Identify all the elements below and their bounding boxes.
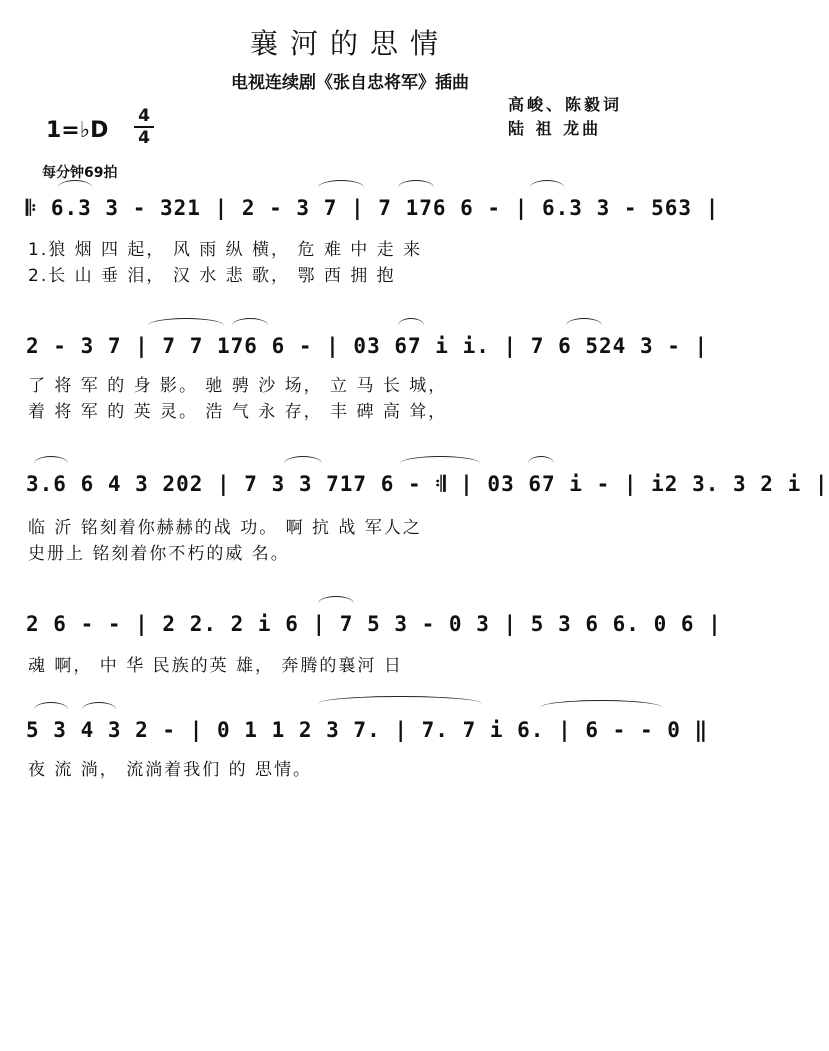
time-signature-bottom: 4: [138, 128, 150, 148]
time-signature-top: 4: [138, 106, 150, 126]
lyric-line-3a: 临 沂 铭刻着你赫赫的战 功。 啊 抗 战 军人之: [28, 518, 422, 538]
lyric-line-2a: 了 将 军 的 身 影。 驰 骋 沙 场， 立 马 长 城，: [28, 376, 448, 396]
composer-credit: 陆 祖 龙曲: [508, 119, 602, 138]
tempo-marking: 每分钟69拍: [42, 165, 118, 181]
notation-line-4: 2 6 - - | 2 2. 2 i 6 | 7 5 3 - 0 3 | 5 3 6 6. 0 6 |: [26, 612, 722, 636]
lyric-line-2b: 着 将 军 的 英 灵。 浩 气 永 存， 丰 碑 高 耸，: [28, 402, 448, 422]
time-signature: [134, 107, 154, 147]
notation-line-1: 𝄆 6.3 3 - 321 | 2 - 3 7 | 7 176 6 - | 6.3 3 - 563 |: [26, 196, 720, 220]
lyricist-credit: 高峻、陈毅词: [508, 95, 623, 114]
lyric-line-1a: 1.狼 烟 四 起， 风 雨 纵 横， 危 难 中 走 来: [28, 240, 423, 260]
notation-line-2: 2 - 3 7 | 7 7 176 6 - | 03 67 i i. | 7 6 524 3 - |: [26, 334, 709, 358]
key-signature: 1=♭D: [46, 118, 109, 143]
lyric-line-1b: 2.长 山 垂 泪， 汉 水 悲 歌， 鄂 西 拥 抱: [28, 266, 396, 286]
notation-line-5: 5 3 4 3 2 - | 0 1 1 2 3 7. | 7. 7 i 6. | 6 - - 0 ‖: [26, 718, 709, 742]
lyric-line-3b: 史册上 铭刻着你不朽的威 名。: [28, 544, 290, 564]
song-title: 襄河的思情: [249, 27, 450, 60]
notation-line-3: 3.6 6 4 3 202 | 7 3 3 717 6 - 𝄇 | 03 67 i - | i2 3. 3 2 i |: [26, 472, 829, 496]
song-subtitle: 电视连续剧《张自忠将军》插曲: [231, 73, 469, 93]
lyric-line-5a: 夜 流 淌， 流淌着我们 的 思情。: [28, 760, 313, 780]
lyric-line-4a: 魂 啊， 中 华 民族的英 雄， 奔腾的襄河 日: [28, 656, 403, 676]
slur: [318, 696, 482, 711]
